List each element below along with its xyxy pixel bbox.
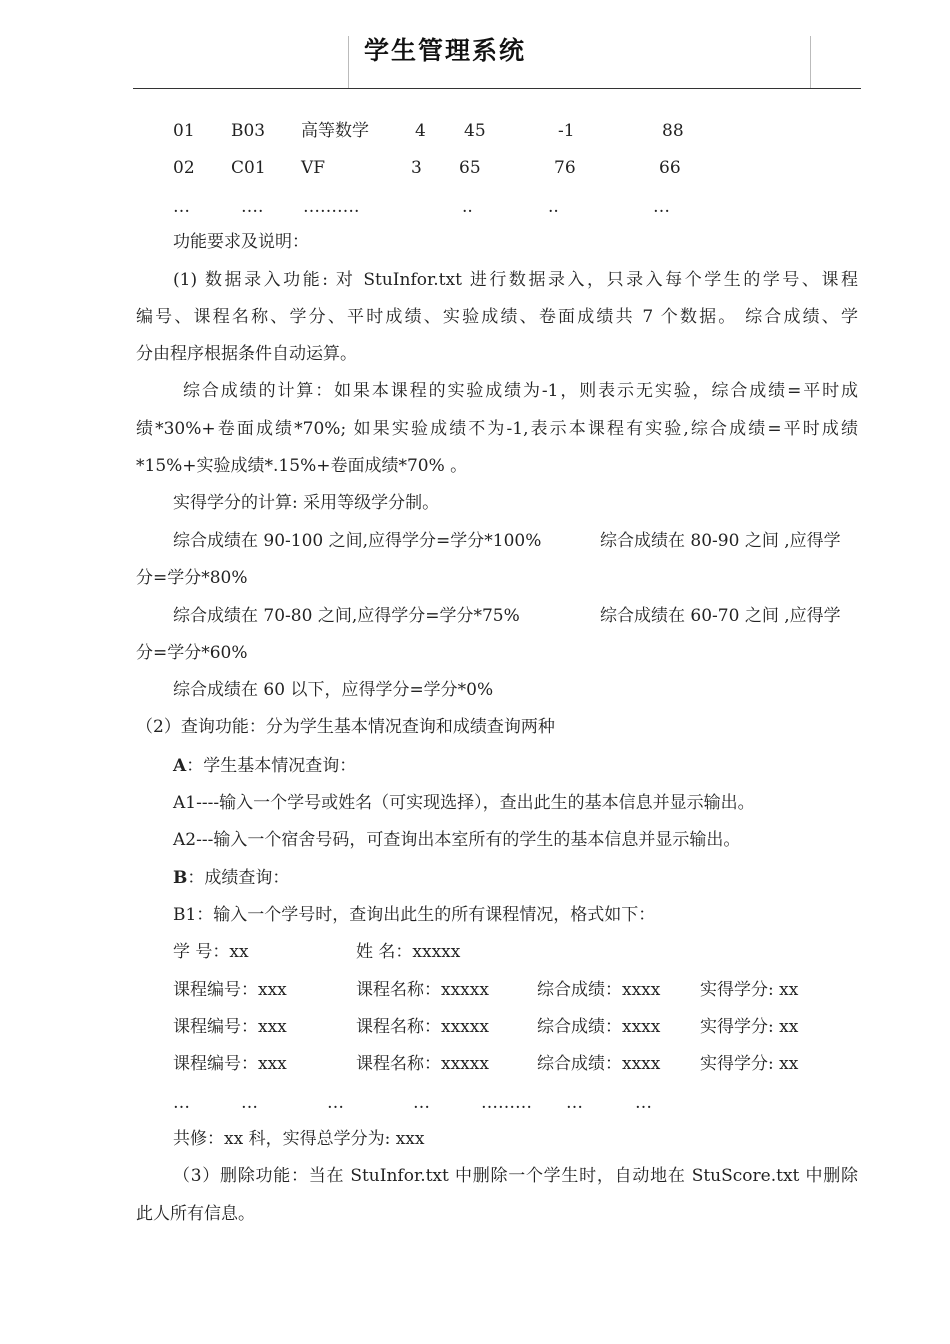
cell: 66	[659, 158, 681, 178]
paragraph-line: 综合成绩的计算：如果本课程的实验成绩为-1，则表示无实验，综合成绩=平时成	[183, 381, 858, 401]
grade-rule: 综合成绩在 90-100 之间,应得学分=学分*100%	[173, 531, 542, 551]
paragraph-line: A1----输入一个学号或姓名（可实现选择），查出此生的基本信息并显示输出。	[173, 793, 755, 813]
format-cell: 课程编号：xxx	[173, 1054, 287, 1074]
subsection-text: ：学生基本情况查询：	[186, 756, 357, 776]
format-cell: 实得学分: xx	[700, 1017, 799, 1037]
cell: 4	[415, 121, 426, 141]
cell: ….	[241, 197, 264, 217]
format-cell: 课程名称：xxxxx	[356, 980, 489, 1000]
paragraph-line: (1) 数据录入功能: 对 StuInfor.txt 进行数据录入，只录入每个学生的学号、课程	[173, 270, 858, 290]
ellipsis: …	[635, 1093, 652, 1113]
subsection-heading	[173, 867, 289, 889]
ellipsis: …	[413, 1093, 430, 1113]
cell: 45	[464, 121, 486, 141]
format-name: 姓 名：xxxxx	[356, 942, 461, 962]
section-heading: （2）查询功能：分为学生基本情况查询和成绩查询两种	[136, 717, 555, 737]
subsection-label: A	[173, 756, 187, 776]
cell: -1	[558, 121, 575, 141]
format-cell: 实得学分: xx	[700, 980, 799, 1000]
cell: C01	[231, 158, 266, 178]
paragraph-line: 实得学分的计算: 采用等级学分制。	[173, 493, 440, 513]
cell: 76	[554, 158, 576, 178]
format-cell: 实得学分: xx	[700, 1054, 799, 1074]
grade-rule: 综合成绩在 60 以下，应得学分=学分*0%	[173, 680, 494, 700]
format-cell: 课程名称：xxxxx	[356, 1054, 489, 1074]
subsection-label: B	[173, 868, 188, 888]
grade-rule: 综合成绩在 60-70 之间 ,应得学	[600, 606, 841, 626]
cell: 3	[411, 158, 422, 178]
paragraph-line: 此人所有信息。	[136, 1204, 255, 1224]
format-total: 共修：xx 科，实得总学分为: xxx	[173, 1129, 425, 1149]
cell: VF	[301, 158, 326, 178]
format-cell: 综合成绩：xxxx	[537, 980, 661, 1000]
header-divider-right	[810, 36, 811, 88]
cell: 02	[173, 158, 195, 178]
format-cell: 综合成绩：xxxx	[537, 1017, 661, 1037]
subsection-heading	[173, 755, 356, 777]
grade-rule: 分=学分*60%	[136, 643, 248, 663]
paragraph-line: 绩*30%+卷面成绩*70%; 如果实验成绩不为-1,表示本课程有实验,综合成绩=平时成绩	[136, 419, 858, 439]
cell: …	[653, 197, 670, 217]
ellipsis: …	[327, 1093, 344, 1113]
subsection-text: ：成绩查询：	[187, 868, 290, 888]
paragraph-line: A2---输入一个宿舍号码，可查询出本室所有的学生的基本信息并显示输出。	[173, 830, 741, 850]
paragraph-line: B1：输入一个学号时，查询出此生的所有课程情况，格式如下：	[173, 905, 656, 925]
cell: 高等数学	[301, 121, 369, 141]
paragraph-line: （3）删除功能：当在 StuInfor.txt 中删除一个学生时，自动地在 StuScore.txt 中删除	[173, 1166, 858, 1186]
requirements-heading: 功能要求及说明：	[173, 232, 309, 252]
cell: …	[173, 197, 190, 217]
format-cell: 课程编号：xxx	[173, 1017, 287, 1037]
cell: B03	[231, 121, 266, 141]
format-cell: 课程编号：xxx	[173, 980, 287, 1000]
ellipsis: ………	[481, 1093, 532, 1113]
cell: 65	[459, 158, 481, 178]
paragraph-line: *15%+实验成绩*.15%+卷面成绩*70% 。	[136, 456, 468, 476]
cell: 88	[662, 121, 684, 141]
ellipsis: …	[173, 1093, 190, 1113]
cell: 01	[173, 121, 195, 141]
paragraph-line: 编号、课程名称、学分、平时成绩、实验成绩、卷面成绩共 7 个数据。 综合成绩、学	[136, 307, 858, 327]
header-divider-left	[348, 36, 349, 88]
cell: ..	[548, 197, 559, 217]
format-cell: 综合成绩：xxxx	[537, 1054, 661, 1074]
cell: ..	[462, 197, 473, 217]
ellipsis: …	[566, 1093, 583, 1113]
page-title: 学生管理系统	[364, 36, 527, 65]
grade-rule: 综合成绩在 80-90 之间 ,应得学	[600, 531, 841, 551]
grade-rule: 综合成绩在 70-80 之间,应得学分=学分*75%	[173, 606, 520, 626]
grade-rule: 分=学分*80%	[136, 568, 248, 588]
format-cell: 课程名称：xxxxx	[356, 1017, 489, 1037]
ellipsis: …	[241, 1093, 258, 1113]
cell: ……….	[303, 197, 360, 217]
paragraph-line: 分由程序根据条件自动运算。	[136, 344, 357, 364]
format-id: 学 号：xx	[173, 942, 249, 962]
